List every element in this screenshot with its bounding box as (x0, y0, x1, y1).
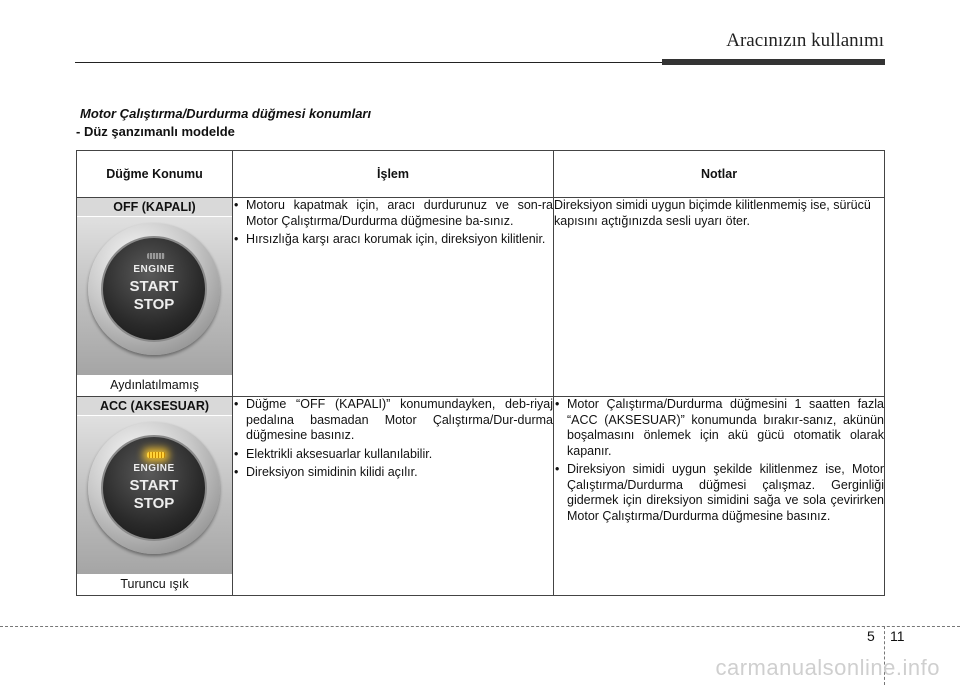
position-cell (77, 397, 233, 596)
chapter-number: 5 (867, 628, 875, 644)
position-label: OFF (KAPALI) (77, 198, 232, 217)
indicator-light-icon (147, 452, 165, 458)
button-stop-text: STOP (133, 495, 175, 512)
position-label: ACC (AKSESUAR) (77, 397, 232, 416)
engine-button-image (77, 416, 232, 574)
header-rule (75, 62, 662, 63)
button-face (101, 236, 207, 342)
notes-cell (554, 397, 885, 596)
button-start-text: START (129, 477, 179, 494)
list-item: • Direksiyon simidinin kilidi açılır. (233, 465, 553, 481)
list-item: • Motor Çalıştırma/Durdurma düğmesini 1 saatten fazla “ACC (AKSESUAR)” konumunda bırakır-sanız, akünün boşalmasını önlemek için akü gücü otomatik olarak kapanır. (554, 397, 884, 459)
button-face (101, 435, 207, 541)
list-item: • Düğme “OFF (KAPALI)” konumundayken, deb-riyaj pedalına basmadan Motor Çalıştırma/Dur-durma düğmesine basınız. (233, 397, 553, 444)
page-header-title: Aracınızın kullanımı (726, 30, 884, 51)
position-cell (77, 198, 233, 397)
notes-text: Direksiyon simidi uygun biçimde kilitlenmemiş ise, sürücü kapısını açtığınızda sesli uyarı öter. (554, 198, 871, 228)
footer-rule (0, 626, 960, 627)
action-cell (233, 198, 554, 397)
button-positions-table (76, 150, 885, 596)
header-position: Düğme Konumu (77, 151, 233, 198)
button-bezel (88, 223, 220, 355)
header-bar (662, 59, 885, 65)
table-header-row (77, 151, 885, 198)
list-item: • Elektrikli aksesuarlar kullanılabilir. (233, 447, 553, 463)
position-caption: Turuncu ışık (77, 574, 232, 595)
header-action: İşlem (233, 151, 554, 198)
list-item: • Hırsızlığa karşı aracı korumak için, direksiyon kilitlenir. (233, 232, 553, 248)
engine-button-image (77, 217, 232, 375)
header-notes: Notlar (554, 151, 885, 198)
table-row (77, 397, 885, 596)
button-engine-text: ENGINE (133, 463, 175, 474)
notes-cell (554, 198, 885, 397)
section-title: Motor Çalıştırma/Durdurma düğmesi konumları (80, 106, 372, 121)
list-item: • Motoru kapatmak için, aracı durdurunuz ve son-ra Motor Çalıştırma/Durdurma düğmesine ba-sınız. (233, 198, 553, 229)
position-caption: Aydınlatılmamış (77, 375, 232, 396)
button-start-text: START (129, 278, 179, 295)
button-engine-text: ENGINE (133, 264, 175, 275)
indicator-light-icon (147, 253, 165, 259)
table-row (77, 198, 885, 397)
action-cell (233, 397, 554, 596)
watermark: carmanualsonline.info (715, 655, 940, 680)
section-subtitle: - Düz şanzımanlı modelde (76, 124, 235, 139)
page-number: 11 (890, 628, 905, 644)
list-item: • Direksiyon simidi uygun şekilde kilitlenmez ise, Motor Çalıştırma/Durdurma düğmesi çalışmaz. Gerginliği gidermek için direksiyon simidini sağa ve sola çevirirken Motor Çalıştırma/Durdurma düğmesine basınız. (554, 462, 884, 524)
button-stop-text: STOP (133, 296, 175, 313)
button-bezel (88, 422, 220, 554)
